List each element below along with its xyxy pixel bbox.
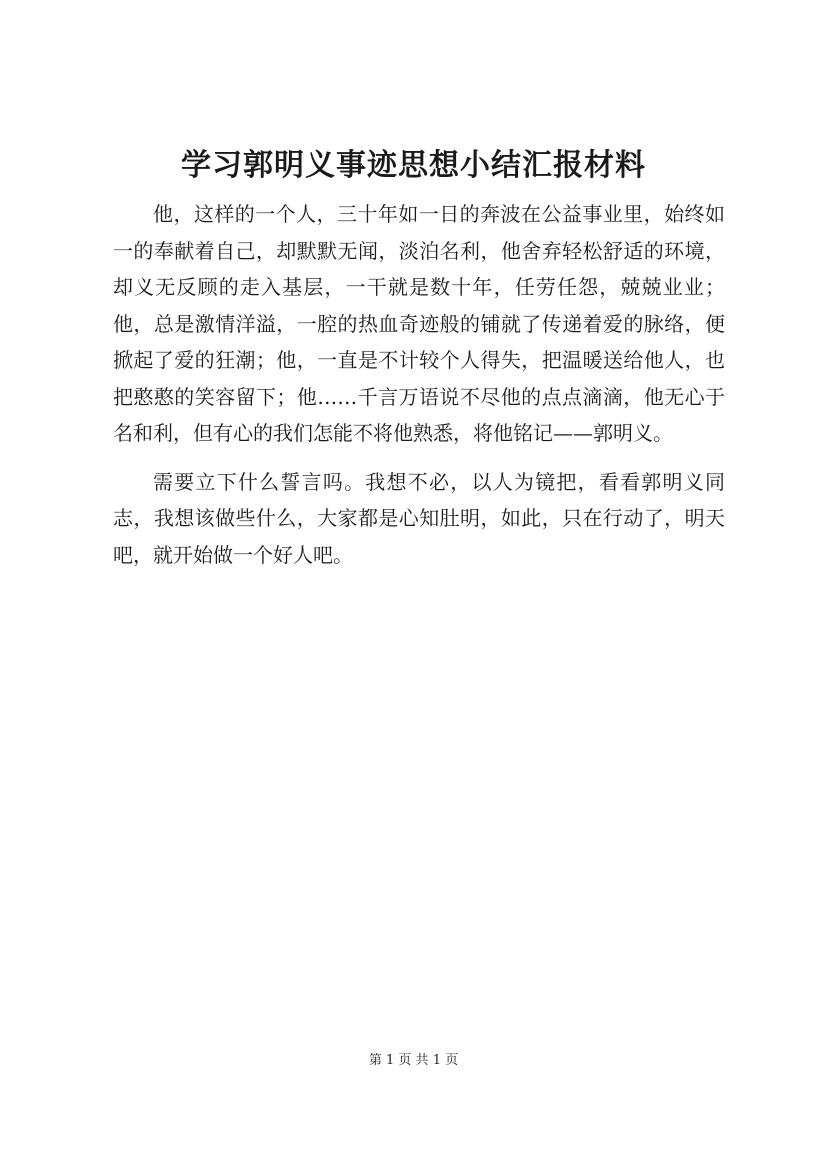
paragraph-1: 他，这样的一个人，三十年如一日的奔波在公益事业里，始终如一的奉献着自己，却默默无闻，淡泊名利，他舍弃轻松舒适的环境，却义无反顾的走入基层，一干就是数十年，任劳任怨，兢兢业业；他，总是激情洋溢，一腔的热血奇迹般的铺就了传递着爱的脉络，便掀起了爱的狂潮；他，一直是不计较个人得失，把温暖送给他人，也把憨憨的笑容留下；他……千言万语说不尽他的点点滴滴，他无心于名和利，但有心的我们怎能不将他熟悉，将他铭记——郭明义。 [113, 202, 725, 445]
document-title: 学习郭明义事迹思想小结汇报材料 [181, 148, 646, 183]
document-body [113, 196, 725, 585]
page-number-footer: 第 1 页 共 1 页 [368, 1053, 459, 1068]
paragraph-2: 需要立下什么誓言吗。我想不必，以人为镜把，看看郭明义同志，我想该做些什么，大家都是心知肚明，如此，只在行动了，明天吧，就开始做一个好人吧。 [113, 469, 725, 567]
